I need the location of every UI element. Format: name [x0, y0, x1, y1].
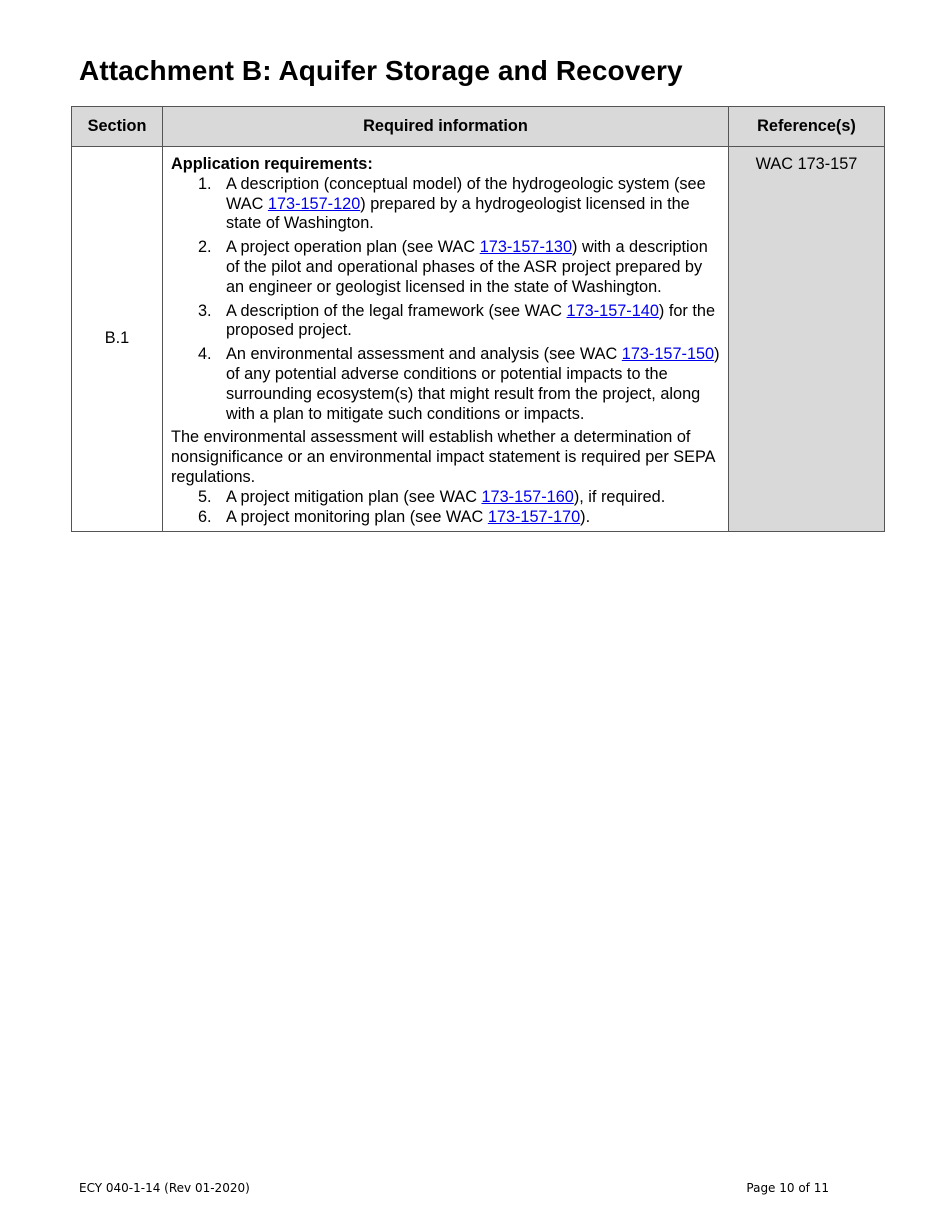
wac-link[interactable]: 173-157-170 — [487, 507, 581, 526]
wac-link[interactable]: 173-157-130 — [479, 238, 573, 257]
page-title: Attachment B: Aquifer Storage and Recovery — [79, 55, 683, 86]
requirements-list — [171, 175, 720, 425]
wac-link[interactable]: 173-157-120 — [267, 194, 361, 213]
list-item: 5. A project mitigation plan (see WAC 173-157-160), if required. — [198, 487, 666, 506]
form-number: ECY 040-1-14 (Rev 01-2020) — [79, 1181, 250, 1195]
list-item: 4. An environmental assessment and analysis (see WAC 173-157-150) of any potential adverse conditions or potential impacts to the surrounding ecosystem(s) that might result from the project, along with a plan to mitigate such conditions or impacts. — [198, 345, 720, 423]
list-item: 2. A project operation plan (see WAC 173-157-130) with a description of the pilot and operational phases of the ASR project prepared by an engineer or geologist licensed in the state of Washington. — [198, 238, 708, 296]
table-header-row — [72, 107, 885, 147]
wac-link[interactable]: 173-157-160 — [481, 487, 574, 506]
reference-cell: WAC 173-157 — [729, 147, 885, 532]
sepa-paragraph: The environmental assessment will establish whether a determination of nonsignificance or an environmental impact statement is required per SEPA regulations. — [171, 428, 715, 486]
list-item: 1. A description (conceptual model) of the hydrogeologic system (see WAC 173-157-120) prepared by a hydrogeologist licensed in the state of Washington. — [198, 174, 706, 233]
requirements-table — [71, 106, 885, 532]
required-information-cell — [163, 147, 729, 532]
application-requirements-heading: Application requirements: — [171, 155, 373, 173]
header-section: Section — [72, 107, 163, 147]
header-references: Reference(s) — [729, 107, 885, 147]
wac-link[interactable]: 173-157-150 — [621, 345, 715, 364]
list-item: 6. A project monitoring plan (see WAC 173-157-170). — [198, 507, 591, 526]
page-number: Page 10 of 11 — [746, 1181, 829, 1195]
section-cell: B.1 — [72, 147, 163, 532]
requirements-list-continued — [171, 488, 720, 528]
wac-link[interactable]: 173-157-140 — [566, 301, 659, 320]
table-row — [72, 147, 885, 532]
list-item: 3. A description of the legal framework (see WAC 173-157-140) for the proposed project. — [198, 301, 715, 340]
header-required-information: Required information — [163, 107, 729, 147]
